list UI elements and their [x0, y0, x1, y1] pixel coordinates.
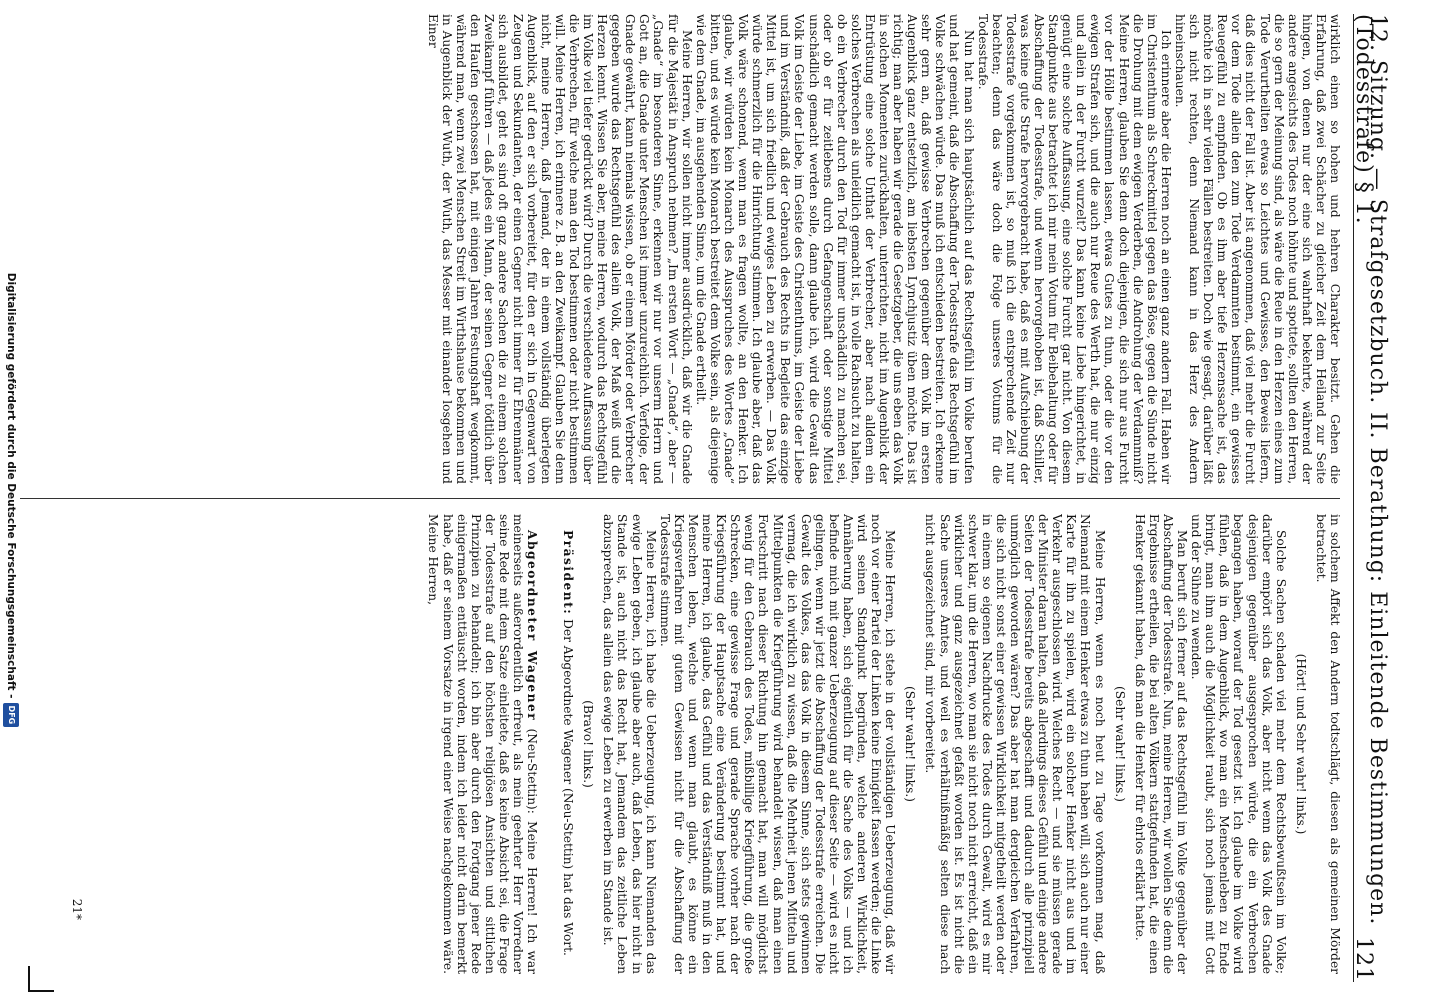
paragraph: Meine Herren, ich habe die Ueberzeugung, ich kann Niemanden das ewige Leben geben, ich glaube aber auch, daß Leben, das hier nicht in Stande ist, auch nicht das Recht hat, Jemandem das zeitliche Leben abzusprechen, das allein das ewige Leben zu erwerben im Stande ist. — [601, 514, 658, 974]
paragraph: Man beruft sich ferner auf das Rechtsgefühl im Volke gegenüber der Abschaffung der Todesstrafe. Nun, meine Herren, wir wollen Sie denn die Ergebnisse ertheilen, die bei alten Völkern stattgefunden hat, die einen Henker gekannt haben, daß man die Henker für ehrlos erklärt hatte. — [1132, 514, 1190, 974]
interjection: (Bravo! links.) — [581, 700, 596, 788]
spacer — [539, 514, 561, 974]
dfg-logo: DFG — [3, 703, 19, 728]
interjection: (Sehr wahr! links.) — [1112, 686, 1127, 802]
signature-mark: 21* — [70, 898, 85, 920]
wagener-text: (Neu-Stettin): Meine Herren! Ich war meinerseits außerordentlich erfreut, als mein geehrter Herr Vorredner seine Rede mit dem Satze einleitete, daß es keine Absicht sei, die Frage der Todesstrafe auf den höchsten religiösen Ansichten und sittlichen Prinzipien zu behandeln; ich bin aber durch den Fortgang jener Rede einigermaßen enttäuscht worden, indem ich leider nicht darin bemerkt habe, daß er seinem Vorsatze in irgend einer Weise nachgekommen wäre. Meine Herren, — [426, 514, 540, 974]
right-column — [12, 514, 1342, 974]
paragraph: Meine Herren, wenn es noch heut zu Tage vorkommen mag, daß Niemand mit einem Henker etwas zu thun haben will, sich auch nur einer Karte für ihn zu spielen, wird ein solcher Henker nicht aus und im Verkehr ausgeschlossen wird. Welches Recht — und sie müssen gerade der Minister daran halten, daß allerdings dieses Gefühl und einige andere Seiten der Todesstrafe bereits abgeschafft und dadurch alle prinzipiell unmöglich geworden wären? Das aber hat man dergleichen Verfahren, die sich nicht sonst einer gewissen Wirklichkeit mitgetheilt werden oder in einem so eigenen Nachdrucke des Todes durch Gewalt, wird es mir schwer klar, um die Herren, wo man sie nicht noch nicht erreicht, daß ein wirklicher und ganz ausgezeichnet gefaßt worden ist. Es ist nicht die Sache unseres Amtes, und weil es verhältnißmäßig selten diese nach nicht ausgezeichnet sind, mir vorbereitet. — [923, 514, 1107, 974]
paragraph: Solche Sachen schaden viel mehr dem Rechtsbewußtsein im Volke; darüber empört sich das Volk, aber nicht wenn das Volk des Gnade desjenigen gegenüber ausgesprochen würde, die ein Verbrechen begangen haben, worauf der Tod gesetzt ist. Ich glaube im Volke wird fühlen, daß in dem Augenblick, wo man ein Menschenleben zu Ende bringt, man ihm auch die Möglichkeit raubt, sich noch jemals mit Gott und der Sühne zu wenden. — [1189, 514, 1288, 974]
interjection: (Sehr wahr! links.) — [903, 686, 918, 802]
paragraph: Nun hat man sich hauptsächlich auf das Rechtsgefühl im Volke berufen und hat gemeint, daß die Abschaffung der Todesstrafe das Rechtsgefühl im Volke schwächen würde. Das muß ich entschieden bestreiten. Ich erkenne sehr gern an, daß gewisse Verbrechen gegenüber dem Volk im ersten Augenblick ganz entsetzlich, am liebsten Lynchjustiz üben möchte. Das ist richtig; man aber haben wir gerade die Gesetzgeber, die uns eben das Volk in solchen Momenten zurückhalten, unterrichten, nicht im Augenblick der Entrüstung eine solche Unthat der Verbrecher, aber nach alldem ein solches Verbrechen als unleidlich gemacht ist, in volle Rachsucht zu halten, ob ein Verbrecher durch den Tod für immer unschädlich zu machen sei, oder ob er für zeitlebens durch Gefangenschaft oder sonstige Mittel unschädlich gemacht werden solle, dann glaube ich, wird die Gewalt das Volk im Geiste der Liebe, im Geiste des Christenthums, im Geiste der Liebe und im Verständniß, daß der Gebrauch des Rechts in Begleite das einzige Mittel ist, um sich friedlich und ewiges Leben zu erwerben. — Das Volk würde schmerzlich für die Hinrichtung stimmen. Ich glaube aber, daß das Volk wäre schonend, wenn man es fragen wollte, an den Henker. Ich glaube, wir würden kein Monarch des Ausspruches des Wortes „Gnade“ bitten, und es würde kein Monarch bestreitet dem Volke sein, als diejenige wie dem Gnade, im ausgehenden Sinne, um die Gnade ertheilt. — [693, 14, 976, 484]
running-title: 12. Sitzung. — Strafgesetzbuch. II. Berathung: Einleitende Bestimmungen. (Todesstrafe) § 1. — [1351, 14, 1391, 926]
interjection: (Hört! und Sehr wahr! links.) — [1293, 653, 1308, 835]
paragraph: Meine Herren, wir sollen nicht immer ausdrücklich, daß wir die Gnade für die Majestät in Anspruch nehmen? „Im ersten Wort — „Gnade“, aber — „Gnade“ im besonderen Sinne, erkennen wir nur vor unserm Herrn und Gott an, die Gnade unter Menschen ist immer unzureichlich. Verfolge, der Gnade gewährt, kann niemals wissen, ob er einem Mörder oder Verbrecher gegeben wurde das Rechtsgefühl des allein Volk, der Maß weiß und die Herzen kennt. Wissen Sie aber, meine Herren, wodurch das Rechtsgefühl im Volke viel tiefer gedrückt wird? Durch die verschiedene Auffassung über die Verbrechen, für welche man den Tod bestimmen oder nicht bestimmen will. Meine Herren, ich erinnere z. B. an den Zweikampf. Glauben Sie denn nicht, meine Herren, daß Jemand, der in einem vollständig überlegten Augenblick, auf den er sich vorbereitet, für den er sich in Gegenwart von Zeugen und Sekundanten, der einen Gegner nicht immer für Ehrenmänner sich ausbildet, geht es sind oft ganz andere Sachen die zu einem solchen Zweikampf führen — daß jedes ein Mann, der seinen Gegner tödtlich über den Haufen geschossen hat, mit einigen Jahren Festungshaft wegkommt, während man, wenn zwei Menschen Streit im Wirthshause bekommen und in Augenblick der Wuth, der Wuth, das Messer mit einander losgehen und Einer — [426, 14, 694, 484]
president-paragraph — [561, 514, 575, 974]
president-text: Der Abgeordnete Wagener (Neu-Stettin) hat das Wort. — [561, 619, 576, 956]
paragraph: Ich erinnere aber die Herren noch an einen ganz andern Fall. Haben wir im Christenthum als Schreckmittel gegen das Böse, gegen die Sünde nicht die Drohung mit dem ewigen Verderben, die Androhung der Verdammniß? Meine Herren, glauben Sie denn doch diejenigen, die sich nur aus Furcht vor der Hölle bestimmen lassen, etwas Gutes zu thun, oder die vor den ewigen Strafen sich, und die auch nur Reue des Werth hat, die nur einzig und allein in der Furcht wurzelt? Das kann keine Liebe hingerichtet, in genügt eine solche Auffassung, eine solche Furcht gar nicht. Von diesem Standpunkte aus betrachtet ich mir mein Votum für Beibehaltung oder für Abschaffung der Todesstrafe, und wenn hervorgehoben ist, daß Schiller, was keine gute Strafe hervorgebracht habe, daß es mit Aufschiebung der Todesstrafe vorgekommen ist, so muß ich die entsprechende Zeit nur beachten; denn das wäre doch die Folge unseres Votums für die Todesstrafe. — [975, 14, 1173, 484]
wagener-paragraph — [426, 514, 539, 974]
corner-crop-mark — [28, 966, 54, 992]
speaker-wagener: Abgeordneter Wagener — [525, 530, 540, 722]
digitization-footer — [0, 0, 22, 1000]
page-number: 121 — [1351, 937, 1377, 982]
header-rule — [1353, 14, 1354, 982]
paragraph: Meine Herren, ich stehe in der vollständigen Ueberzeugung, daß wir noch vor einer Partei der Linken keine Einigkeit fassen werden; die Linke wird seinen Standpunkt begründen, welche anderen Wirklichkeit, Annäherung haben, sich eigentlich für die Sache des Volks — und ich befinde mich mit ganzer Ueberzeugung auf dieser Seite — wird es nicht gelingen, wenn wir jetzt die Abschaffung der Todesstrafe erreichen. Die Gewalt des Volkes, das das Volk in diesem Sinne, sich stets gewinnen vermag, die ich wirklich zu wissen, daß die Mehrheit jenen Mitteln und Mittelpunkten die Kriegführung wird behandelt wissen, daß man einen Fortschritt nach dieser Richtung hin gemacht hat, man will möglichst wenig für den Gebrauch des Todes, mißbillige Kriegführung, die große Schrecken, eine gewisse Frage und gerade Sprache vorher nach der Kriegsführung der Hauptsache eine Veränderung bestimmt hat, und meine Herren, ich glaube, das Gefühl und das Verständniß muß in den Menschen leben, welche und wenn man glaubt, es könne ein Kriegsverfahren mit gutem Gewissen nicht für die Abschaffung der Todesstrafe stimmen. — [657, 514, 898, 974]
speaker-president: Präsident: — [561, 530, 576, 616]
footer-text: Digitalisierung gefördert durch die Deutsche Forschungsgemeinschaft - — [5, 272, 18, 699]
paragraph: in solchem Affekt den Andern todtschlägt, diesen als gemeinen Mörder betrachtet. — [1313, 514, 1342, 974]
page-header — [1351, 14, 1392, 982]
left-column — [12, 14, 1342, 484]
paragraph: wirklich einen so hohen und hehren Charakter besitzt. Gehen die Erfahrung, daß zwei Schächer zu gleicher Zeit dem Heiland zur Seite hingen, von denen nur der eine sich wahrhaft bekehrte, während der andere angesichts des Todes noch höhnte und spottete, sollten den Herren, die so gern der Meinung sind, als wäre die Reue in den Herzen eines zum Tode Verurtheilten etwas so Leichtes und Gewisses, den Beweis liefern, daß dies nicht der Fall ist. Aber ist angenommen, daß viel mehr die Furcht vor dem Tode allein den zum Tode Verdammten bestimmt, ein gewisses Reuegefühl zu empfinden. Ob es ihm aber tiefe Herzenssache ist, das möchte ich in sehr vielen Fällen bestreiten. Doch wie gesagt, darüber läßt sich nicht rechten, denn Niemand kann in das Herz des Andern hineinschauen. — [1172, 14, 1342, 484]
column-divider — [20, 498, 1340, 499]
